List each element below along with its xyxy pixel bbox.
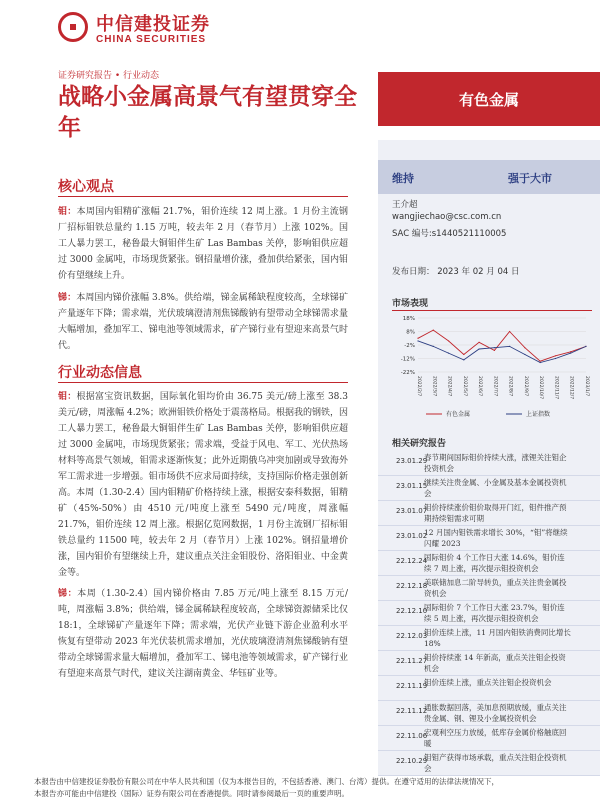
keyword-antimony: 锑： <box>58 293 77 303</box>
related-report-date: 23.01.15 <box>396 482 428 490</box>
related-report-item[interactable] <box>378 475 600 501</box>
data-point <box>570 351 571 352</box>
related-report-date: 23.01.02 <box>396 532 428 540</box>
data-point <box>540 361 541 362</box>
data-point <box>463 354 464 355</box>
section-divider <box>392 310 592 311</box>
logo-icon <box>58 12 88 42</box>
related-report-date: 22.12.24 <box>396 557 428 565</box>
disclaimer-footer <box>34 776 594 800</box>
related-report-title: 春节期间国际钼价持续大涨，涨锂关注钼企投资机会 <box>424 453 567 473</box>
related-report-date: 22.11.06 <box>396 732 428 740</box>
y-tick-label: -12% <box>400 356 415 363</box>
industry-text-molybdenum: 根据富宝资讯数据，国际氧化钼均价由 36.75 美元/磅上涨至 38.3 美元/磅，周涨幅 4.2%；欧洲钼铁价格处于震荡格局。根据我的钢铁，因工人暴力罢工，秘鲁最大铜钼伴生矿 Las Bambas 关停，影响钼供应超过 3000 金属吨，市场现货紧张；需求端，受益于风电、军工、光伏热场材料等高景气领域，钼需求逐渐恢复；此外近期俄乌冲突加剧或导致海外军工需求进一步增强。钼市场供不应求局面持续，支持国际价格走强创新高。本周（1.30-2.4）国内钼精矿价格持续上涨，根据安泰科数据，钼精矿（45%-50%）由 4510 元/吨度上涨至 5490 元/吨度，周涨幅 21.7%，钼价连续 12 周上涨。根据亿览网数据，1 月份主流钢厂招标钼铁总量约 11500 吨，较去年 2 月（春节月）上涨 102%。钢招量增价涨，国内钼价有望继续上升，建议重点关注金钼股份、洛阳钼业、中金黄金等。 <box>58 392 348 578</box>
x-tick-label: 2022/12/7 <box>568 376 574 400</box>
data-point <box>417 340 418 341</box>
y-tick-label: -22% <box>400 370 415 376</box>
data-point <box>448 353 449 354</box>
x-tick-label: 2022/6/7 <box>477 376 483 397</box>
x-tick-label: 2022/5/7 <box>461 376 467 397</box>
related-report-title: 美联储加息二阶导转负，重点关注贵金属投资机会 <box>424 578 567 598</box>
market-performance-heading: 市场表现 <box>392 299 429 309</box>
page-title: 战略小金属高景气有望贯穿全年 <box>58 84 357 141</box>
x-tick-label: 2022/10/7 <box>538 376 544 400</box>
data-point <box>540 362 541 363</box>
section-divider <box>58 382 348 383</box>
related-report-date: 22.12.03 <box>396 632 428 640</box>
related-report-title: 钼价持续涨价钼价取得开门红，钼件推产预期持续钼需求可期 <box>424 503 567 523</box>
rating-value: 强于大市 <box>508 172 552 185</box>
keyword-molybdenum: 钼： <box>58 207 77 217</box>
core-paragraph-antimony <box>58 290 348 354</box>
x-tick-label: 2022/4/7 <box>446 376 452 397</box>
x-tick-label: 2022/2/7 <box>416 376 421 397</box>
industry-text-antimony: 本周（1.30-2.4）国内锑价格由 7.85 万元/吨上涨至 8.15 万元/吨，周涨幅 3.8%；供给端，锑金属稀缺程度较高，全球锑资源储采比仅 18:1，全球锑矿产量逐年下降；需求端，光伏产业链下游企业盈利水平恢复有望带动 2023 年光伏装机需求增加，光伏玻璃澄清剂焦锑酸钠有望带动全球锑需求量大幅增加，叠加军工、锑电池等领域需求，矿产锑行业有望迎来高景气时代，建议关注湖南黄金、华钰矿业等。 <box>58 589 348 679</box>
data-point <box>570 353 571 354</box>
publish-date: 发布日期： 2023 年 02 月 04 日 <box>392 267 520 277</box>
related-report-item[interactable] <box>378 525 600 551</box>
x-tick-label: 2022/3/7 <box>431 376 437 397</box>
y-tick-label: -2% <box>404 343 415 349</box>
x-tick-label: 2022/8/7 <box>507 376 513 397</box>
keyword-molybdenum: 钼： <box>58 392 77 402</box>
data-point <box>494 347 495 348</box>
data-point <box>555 355 556 356</box>
x-tick-label: 2022/9/7 <box>522 376 528 397</box>
analyst-name: 王介超 <box>392 200 418 210</box>
legend-label: 有色金属 <box>446 411 471 418</box>
data-point <box>433 330 434 331</box>
x-tick-label: 2022/7/7 <box>492 376 498 397</box>
related-report-title: 继续关注贵金属、小金属及基本金属投资机会 <box>424 478 567 498</box>
data-point <box>448 340 449 341</box>
related-report-item[interactable] <box>378 575 600 601</box>
related-report-title: 12 月国内钼铁需求增长 30%，“钼”将继续闪耀 2023 <box>424 528 568 548</box>
industry-paragraph-molybdenum <box>58 389 348 581</box>
related-report-item[interactable] <box>378 675 600 701</box>
data-point <box>585 346 586 347</box>
related-report-title: 通胀数据回落，美加息预期放缓，重点关注贵金属、钢、锂及小金属投资机会 <box>424 703 567 723</box>
related-report-date: 23.01.07 <box>396 507 428 515</box>
data-point <box>433 346 434 347</box>
core-views-heading: 核心观点 <box>58 179 114 195</box>
related-report-date: 22.11.12 <box>396 707 428 715</box>
keyword-antimony: 锑： <box>58 589 78 599</box>
related-report-item[interactable] <box>378 550 600 576</box>
legend-label: 上证指数 <box>526 411 551 418</box>
related-report-item[interactable] <box>378 650 600 676</box>
data-point <box>524 354 525 355</box>
data-point <box>463 359 464 360</box>
related-report-title: 国际钼价 4 个工作日大涨 14.6%，钼价连续 7 周上涨，再次提示钼投资机会 <box>424 553 565 573</box>
related-report-item[interactable] <box>378 750 600 776</box>
related-report-date: 23.01.29 <box>396 457 428 465</box>
data-point <box>478 348 479 349</box>
related-report-date: 22.10.29 <box>396 757 428 765</box>
related-report-title: 国际钼价 7 个工作日大涨 23.7%，钼价连续 5 周上涨，再次提示钼投资机会 <box>424 603 565 623</box>
market-performance-chart <box>386 312 594 424</box>
data-point <box>524 347 525 348</box>
related-report-item[interactable] <box>378 500 600 526</box>
related-report-date: 22.12.10 <box>396 607 428 615</box>
analyst-sac: SAC 编号:s1440521110005 <box>392 229 507 239</box>
data-point <box>417 338 418 339</box>
related-report-item[interactable] <box>378 450 600 476</box>
related-report-title: 钼钼产获得市场承载，重点关注钼企投资机会 <box>424 753 567 773</box>
related-report-date: 22.11.27 <box>396 657 428 665</box>
related-report-item[interactable] <box>378 600 600 626</box>
disclaimer-line-1: 本报告由中信建投证券股份有限公司在中华人民共和国（仅为本报告目的，不包括香港、澳门、台湾）提供。在遵守适用的法律法规情况下， <box>34 777 499 786</box>
x-tick-label: 2023/1/7 <box>584 376 589 397</box>
y-tick-label: 18% <box>402 316 415 322</box>
logo-english: CHINA SECURITIES <box>96 34 207 45</box>
data-point <box>509 346 510 347</box>
rating-action: 维持 <box>392 172 414 185</box>
logo-chinese: 中信建投证券 <box>96 14 210 35</box>
related-report-item[interactable] <box>378 700 600 726</box>
data-point <box>509 331 510 332</box>
core-text-molybdenum: 本周国内钼精矿涨幅 21.7%，钼价连续 12 周上涨。1 月份主流钢厂招标钼铁总量约 1.15 万吨，较去年 2 月（春节月）上涨 102%。国工人暴力罢工，秘鲁最大铜钼伴生矿 Las Bambas 关停，影响钼供应超过 3000 金属吨，市场现货紧张。钢招量增价涨，叠加供给紧张，国内钼价有望继续上升。 <box>58 207 348 281</box>
related-reports-heading: 相关研究报告 <box>392 439 447 449</box>
data-point <box>555 358 556 359</box>
related-report-title: 宏观利空压力放缓，低库存金属价格触底回暖 <box>424 728 567 748</box>
data-point <box>494 350 495 351</box>
y-tick-label: 8% <box>406 329 415 336</box>
series-line-1 <box>418 341 586 363</box>
report-type: 证券研究报告 • 行业动态 <box>58 71 160 81</box>
disclaimer-line-2: 本报告亦可能由中信建投（国际）证券有限公司在香港提供。同时请参阅最后一页的重要声明。 <box>34 789 349 798</box>
core-text-antimony: 本周国内锑价涨幅 3.8%。供给端，锑金属稀缺程度较高，全球锑矿产量逐年下降；需求端，光伏玻璃澄清剂焦锑酸钠有望带动全球锑需求量大幅增加，叠加军工、锑电池等领域需求，矿产锑行业有望迎来高景气时代。 <box>58 293 348 351</box>
related-reports-list <box>378 450 600 776</box>
industry-paragraph-antimony <box>58 586 348 682</box>
related-report-date: 22.12.18 <box>396 582 428 590</box>
industry-news-heading: 行业动态信息 <box>58 365 142 381</box>
related-report-title: 钼价持续涨 14 年新高，重点关注钼企投资机会 <box>424 653 566 673</box>
related-report-title: 钼价连续上涨，重点关注钼企投资机会 <box>424 678 552 687</box>
section-divider <box>58 196 348 197</box>
related-report-title: 钼价连续上涨，11 月国内钼铁消费同比增长 18% <box>424 628 571 648</box>
related-report-item[interactable] <box>378 625 600 651</box>
data-point <box>478 342 479 343</box>
sector-badge: 有色金属 <box>378 72 600 126</box>
related-report-date: 22.11.19 <box>396 682 428 690</box>
x-tick-label: 2022/11/7 <box>553 376 559 400</box>
analyst-email[interactable]: wangjiechao@csc.com.cn <box>392 212 502 222</box>
core-paragraph-molybdenum <box>58 204 348 284</box>
related-report-item[interactable] <box>378 725 600 751</box>
